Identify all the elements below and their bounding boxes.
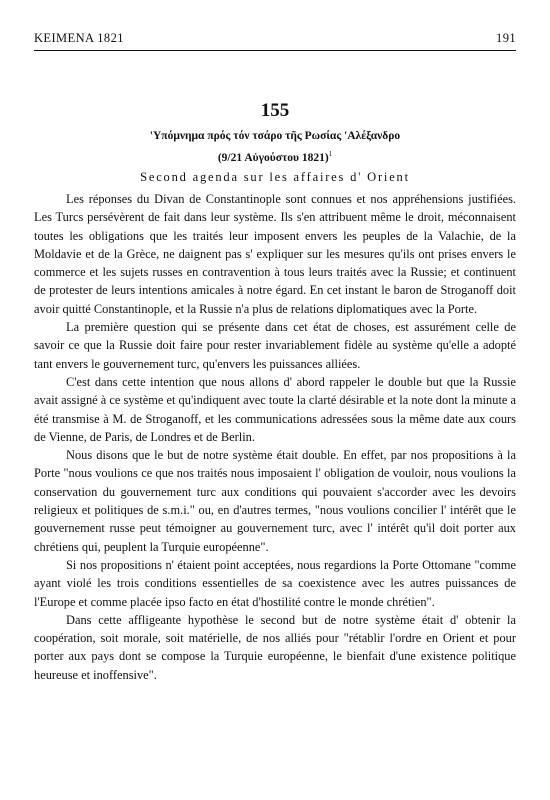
running-header xyxy=(34,31,516,46)
document-date xyxy=(0,150,550,164)
paragraph: Nous disons que le but de notre système était double. En effet, par nos propositions à la Porte "nous voulions ce que nos traités nous imposaient l' obligation de vouloir, nous voulions la conservation du gouvernement turc aux conditions qui pouvaient s'accorder avec les devoirs religieux et politiques de s.m.i." ou, en d'autres termes, "nous voulions concilier l' intérêt que le gouvernement russe peut témoigner au gouvernement turc, avec l' intérêt qu'il doit porter aux chrétiens qui, peuplent la Turquie européenne". xyxy=(34,448,516,554)
document-body xyxy=(34,190,516,684)
document-subtitle: 'Υπόμνημα πρός τόν τσάρο τῆς Ρωσίας 'Αλέξανδρο xyxy=(149,130,401,142)
paragraph: Les réponses du Divan de Constantinople sont connues et nos appréhensions justifiées. Les Turcs persévèrent de fait dans leur système. Ils s'en attribuent même le droit, méconnaisent toutes les obligations que les traités leur imposent envers les peuples de la Valachie, de la Moldavie et de la Grèce, ne daignent pas s' expliquer sur les mesures qu'ils ont prises envers le commerce et les sujets russes en contravention à tous leurs traités avec la Russie; et continuent de protester de leurs intentions amicales à notre égard. En cet instant le baron de Stroganoff doit avoir quitté Constantinople, et la Russie n'a plus de relations diplomatiques avec la Porte. xyxy=(34,192,516,316)
document-number: 155 xyxy=(260,100,290,121)
paragraph: C'est dans cette intention que nous allons d' abord rappeler le double but que la Russie avait assigné à ce système et qu'indiquent avec toute la clarté désirable et la note dont la minute a été transmise à M. de Stroganoff, et les communications adressées sous la même date aux cours de Vienne, de Paris, de Londres et de Berlin. xyxy=(34,374,516,444)
paragraph: La première question qui se présente dans cet état de choses, est assurément celle de savoir ce que la Russie doit faire pour rester invariablement fidèle au système qu'elle a adopté tant envers le gouvernement turc, qu'envers les puissances alliées. xyxy=(34,320,516,371)
section-title: Second agenda sur les affaires d' Orient xyxy=(140,170,410,184)
footnote-marker: 1 xyxy=(328,150,333,158)
paragraph: Dans cette affligeante hypothèse le second but de notre système était d' obtenir la coopération, soit morale, soit matérielle, de nos alliés pour "rétablir l'ordre en Orient et pour porter aux pays dont se compose la Turquie européenne, le bienfait d'une existence politique heureuse et inoffensive". xyxy=(34,612,516,682)
running-title: KEIMENA 1821 xyxy=(34,31,124,45)
header-rule xyxy=(34,50,516,51)
paragraph: Si nos propositions n' étaient point acceptées, nous regardions la Porte Ottomane "comme ayant violé les trois conditions essentielles de sa coexistence avec les autres puissances de l'Europe et comme placée ipso facto en état d'hostilité contre le monde chrétien". xyxy=(34,557,516,609)
document-date-text: (9/21 Αὐγούστου 1821) xyxy=(217,151,329,164)
page-number: 191 xyxy=(496,31,516,45)
